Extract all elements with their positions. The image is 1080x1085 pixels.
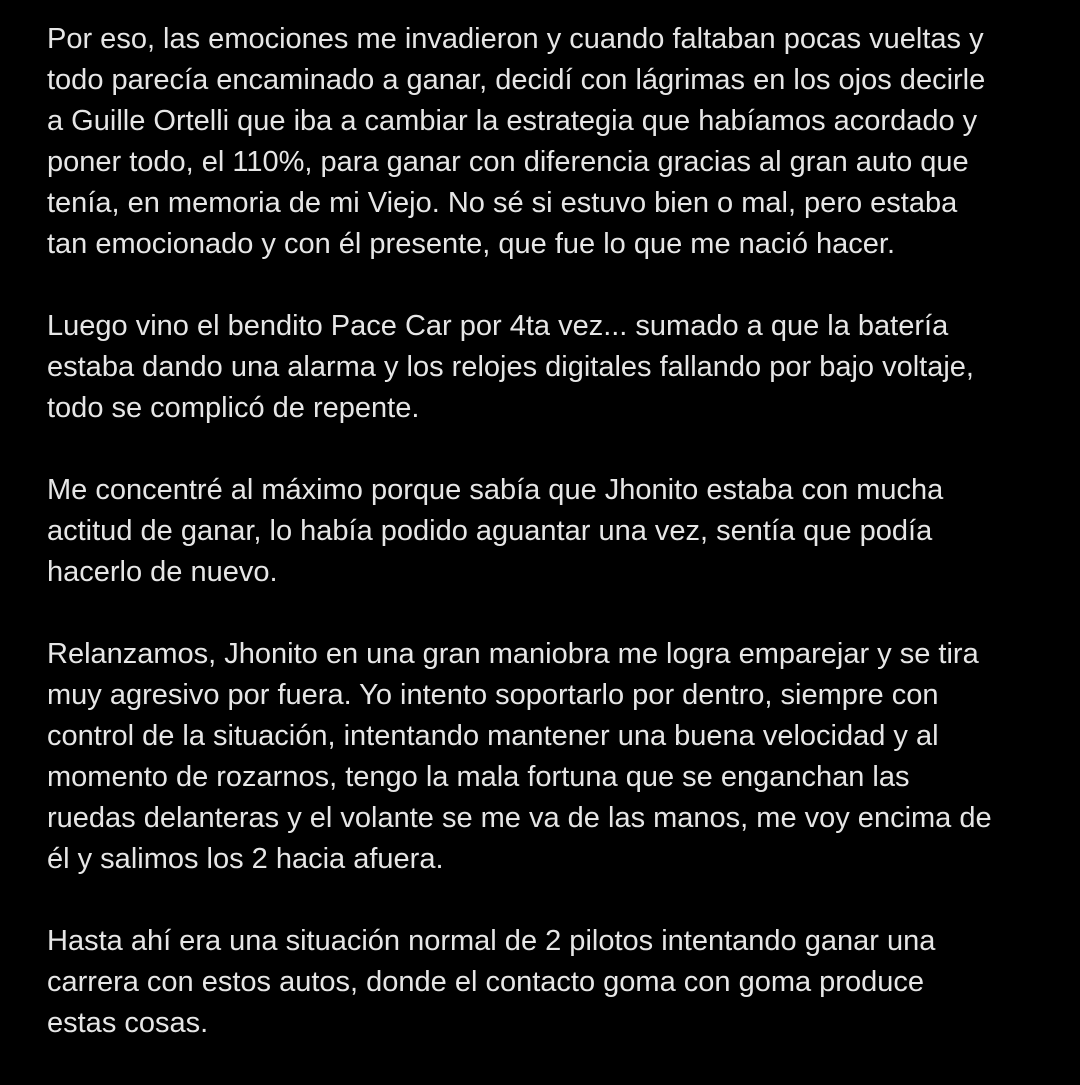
text-line: muy agresivo por fuera. Yo intento soportarlo por dentro, siempre con	[47, 679, 939, 711]
paragraph-5	[47, 921, 1057, 1044]
text-line: estas cosas.	[47, 1007, 209, 1039]
text-line: Por eso, las emociones me invadieron y cuando faltaban pocas vueltas y	[47, 23, 984, 55]
text-line: Relanzamos, Jhonito en una gran maniobra me logra emparejar y se tira	[47, 638, 979, 670]
text-line: poner todo, el 110%, para ganar con diferencia gracias al gran auto que	[47, 146, 969, 178]
text-line: Me concentré al máximo porque sabía que Jhonito estaba con mucha	[47, 474, 944, 506]
text-line: ruedas delanteras y el volante se me va de las manos, me voy encima de	[47, 802, 992, 834]
text-body	[47, 19, 1057, 1085]
text-line: hacerlo de nuevo.	[47, 556, 278, 588]
paragraph-1	[47, 19, 1057, 265]
paragraph-3	[47, 470, 1057, 593]
text-line: control de la situación, intentando mantener una buena velocidad y al	[47, 720, 939, 752]
text-line: momento de rozarnos, tengo la mala fortuna que se enganchan las	[47, 761, 910, 793]
text-line: tenía, en memoria de mi Viejo. No sé si estuvo bien o mal, pero estaba	[47, 187, 958, 219]
text-line: todo se complicó de repente.	[47, 392, 420, 424]
text-line: actitud de ganar, lo había podido aguantar una vez, sentía que podía	[47, 515, 933, 547]
text-line: todo parecía encaminado a ganar, decidí con lágrimas en los ojos decirle	[47, 64, 986, 96]
text-line: carrera con estos autos, donde el contacto goma con goma produce	[47, 966, 924, 998]
text-line: Luego vino el bendito Pace Car por 4ta vez... sumado a que la batería	[47, 310, 949, 342]
paragraph-2	[47, 306, 1057, 429]
paragraph-4	[47, 634, 1057, 880]
text-line: tan emocionado y con él presente, que fue lo que me nació hacer.	[47, 228, 896, 260]
text-line: él y salimos los 2 hacia afuera.	[47, 843, 444, 875]
text-line: Hasta ahí era una situación normal de 2 pilotos intentando ganar una	[47, 925, 936, 957]
text-line: estaba dando una alarma y los relojes digitales fallando por bajo voltaje,	[47, 351, 974, 383]
text-line: a Guille Ortelli que iba a cambiar la estrategia que habíamos acordado y	[47, 105, 978, 137]
